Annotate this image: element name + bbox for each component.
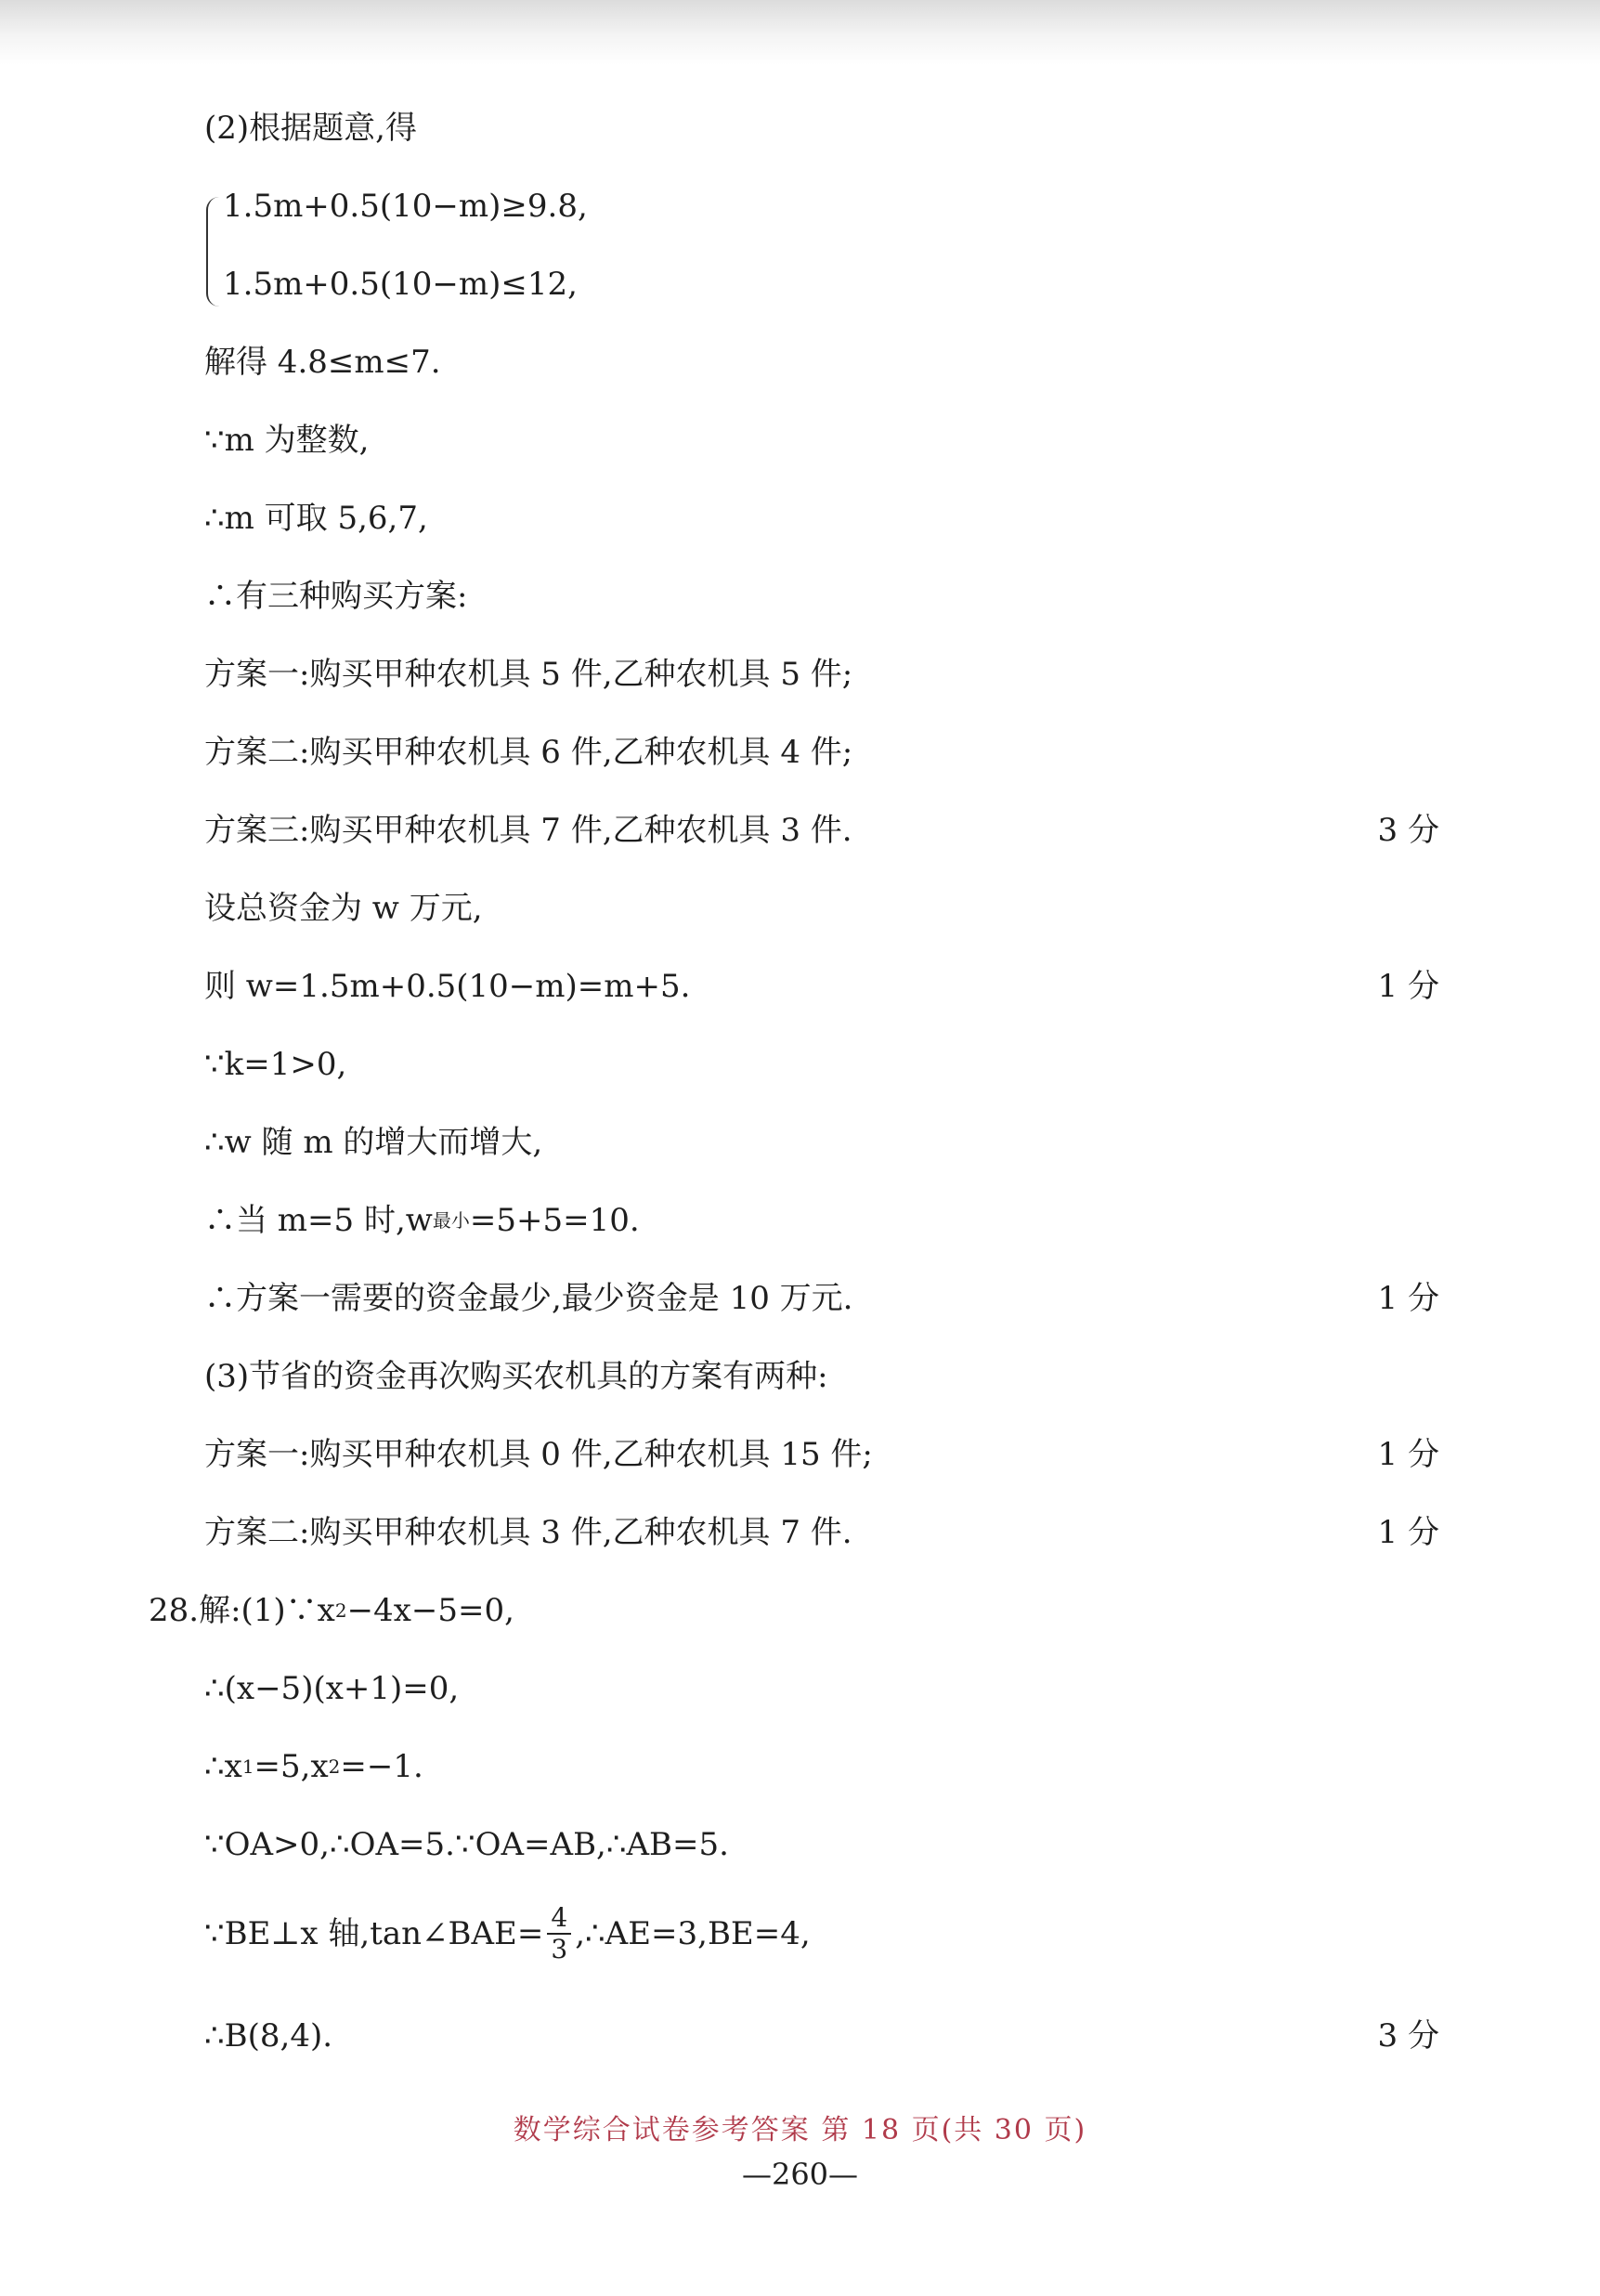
inequality-1: 1.5m+0.5(10−m)≥9.8, bbox=[223, 188, 588, 225]
inequality-2: 1.5m+0.5(10−m)≤12, bbox=[223, 266, 578, 303]
system-brace bbox=[206, 197, 223, 307]
line-plan-1: 方案一:购买甲种农机具 5 件,乙种农机具 5 件; bbox=[204, 656, 853, 693]
score-label: 3 分 bbox=[1377, 812, 1439, 849]
subscript: 最小 bbox=[432, 1209, 470, 1232]
line-part3-plan-1: 方案一:购买甲种农机具 0 件,乙种农机具 15 件; 1 分 bbox=[204, 1427, 1439, 1482]
line-factor: ∴(x−5)(x+1)=0, bbox=[204, 1670, 460, 1707]
line-w-formula: 则 w=1.5m+0.5(10−m)=m+5. 1 分 bbox=[204, 959, 1439, 1014]
line-roots: ∴x 1 =5,x 2 =−1. bbox=[204, 1739, 1439, 1794]
page-number: —260— bbox=[741, 2157, 859, 2192]
line-min: ∴当 m=5 时,w 最小 =5+5=10. bbox=[204, 1193, 1439, 1248]
leader-dots bbox=[865, 802, 1352, 858]
line-define-w: 设总资金为 w 万元, bbox=[204, 890, 483, 927]
leader-dots bbox=[345, 2008, 1352, 2064]
score-label: 1 分 bbox=[1377, 1436, 1439, 1473]
subscript: 1 bbox=[241, 1755, 254, 1778]
leader-dots bbox=[865, 1505, 1352, 1560]
leader-dots bbox=[886, 1427, 1352, 1482]
leader-dots bbox=[866, 1271, 1353, 1326]
line-part2-intro: (2)根据题意,得 bbox=[204, 110, 417, 147]
line-part3-intro: (3)节省的资金再次购买农机具的方案有两种: bbox=[204, 1358, 828, 1395]
line-oa: ∵OA>0,∴OA=5.∵OA=AB,∴AB=5. bbox=[204, 1826, 729, 1863]
score-label: 1 分 bbox=[1377, 1514, 1439, 1551]
line-increasing: ∴w 随 m 的增大而增大, bbox=[204, 1124, 543, 1161]
superscript: 2 bbox=[334, 1599, 347, 1622]
score-label: 1 分 bbox=[1377, 968, 1439, 1005]
line-three-plans: ∴有三种购买方案: bbox=[204, 578, 468, 615]
footer-title: 数学综合试卷参考答案 第 18 页(共 30 页) bbox=[513, 2114, 1087, 2146]
line-solve: 解得 4.8≤m≤7. bbox=[204, 344, 441, 381]
score-label: 3 分 bbox=[1377, 2017, 1439, 2055]
line-values: ∴m 可取 5,6,7, bbox=[204, 500, 428, 537]
line-point-b: ∴B(8,4). 3 分 bbox=[204, 2008, 1439, 2064]
leader-dots bbox=[703, 959, 1352, 1014]
scan-top-edge bbox=[0, 0, 1600, 65]
line-plan-3: 方案三:购买甲种农机具 7 件,乙种农机具 3 件. 3 分 bbox=[204, 802, 1439, 858]
line-part3-plan-2: 方案二:购买甲种农机具 3 件,乙种农机具 7 件. 1 分 bbox=[204, 1505, 1439, 1560]
line-tan: ∵BE⊥x 轴,tan∠BAE= $\frac{4}{3}$ ,∴AE=3,BE=4, bbox=[204, 1902, 811, 1964]
subscript: 2 bbox=[328, 1755, 341, 1778]
score-label: 1 分 bbox=[1377, 1280, 1439, 1317]
line-conclusion: ∴方案一需要的资金最少,最少资金是 10 万元. 1 分 bbox=[204, 1271, 1439, 1326]
line-q28-start: 28.解:(1)∵x 2 −4x−5=0, bbox=[149, 1583, 1384, 1638]
line-k: ∵k=1>0, bbox=[204, 1046, 347, 1083]
fraction: $\frac{4}{3}$ bbox=[547, 1903, 571, 1964]
line-integer: ∵m 为整数, bbox=[204, 422, 370, 459]
line-plan-2: 方案二:购买甲种农机具 6 件,乙种农机具 4 件; bbox=[204, 734, 853, 771]
